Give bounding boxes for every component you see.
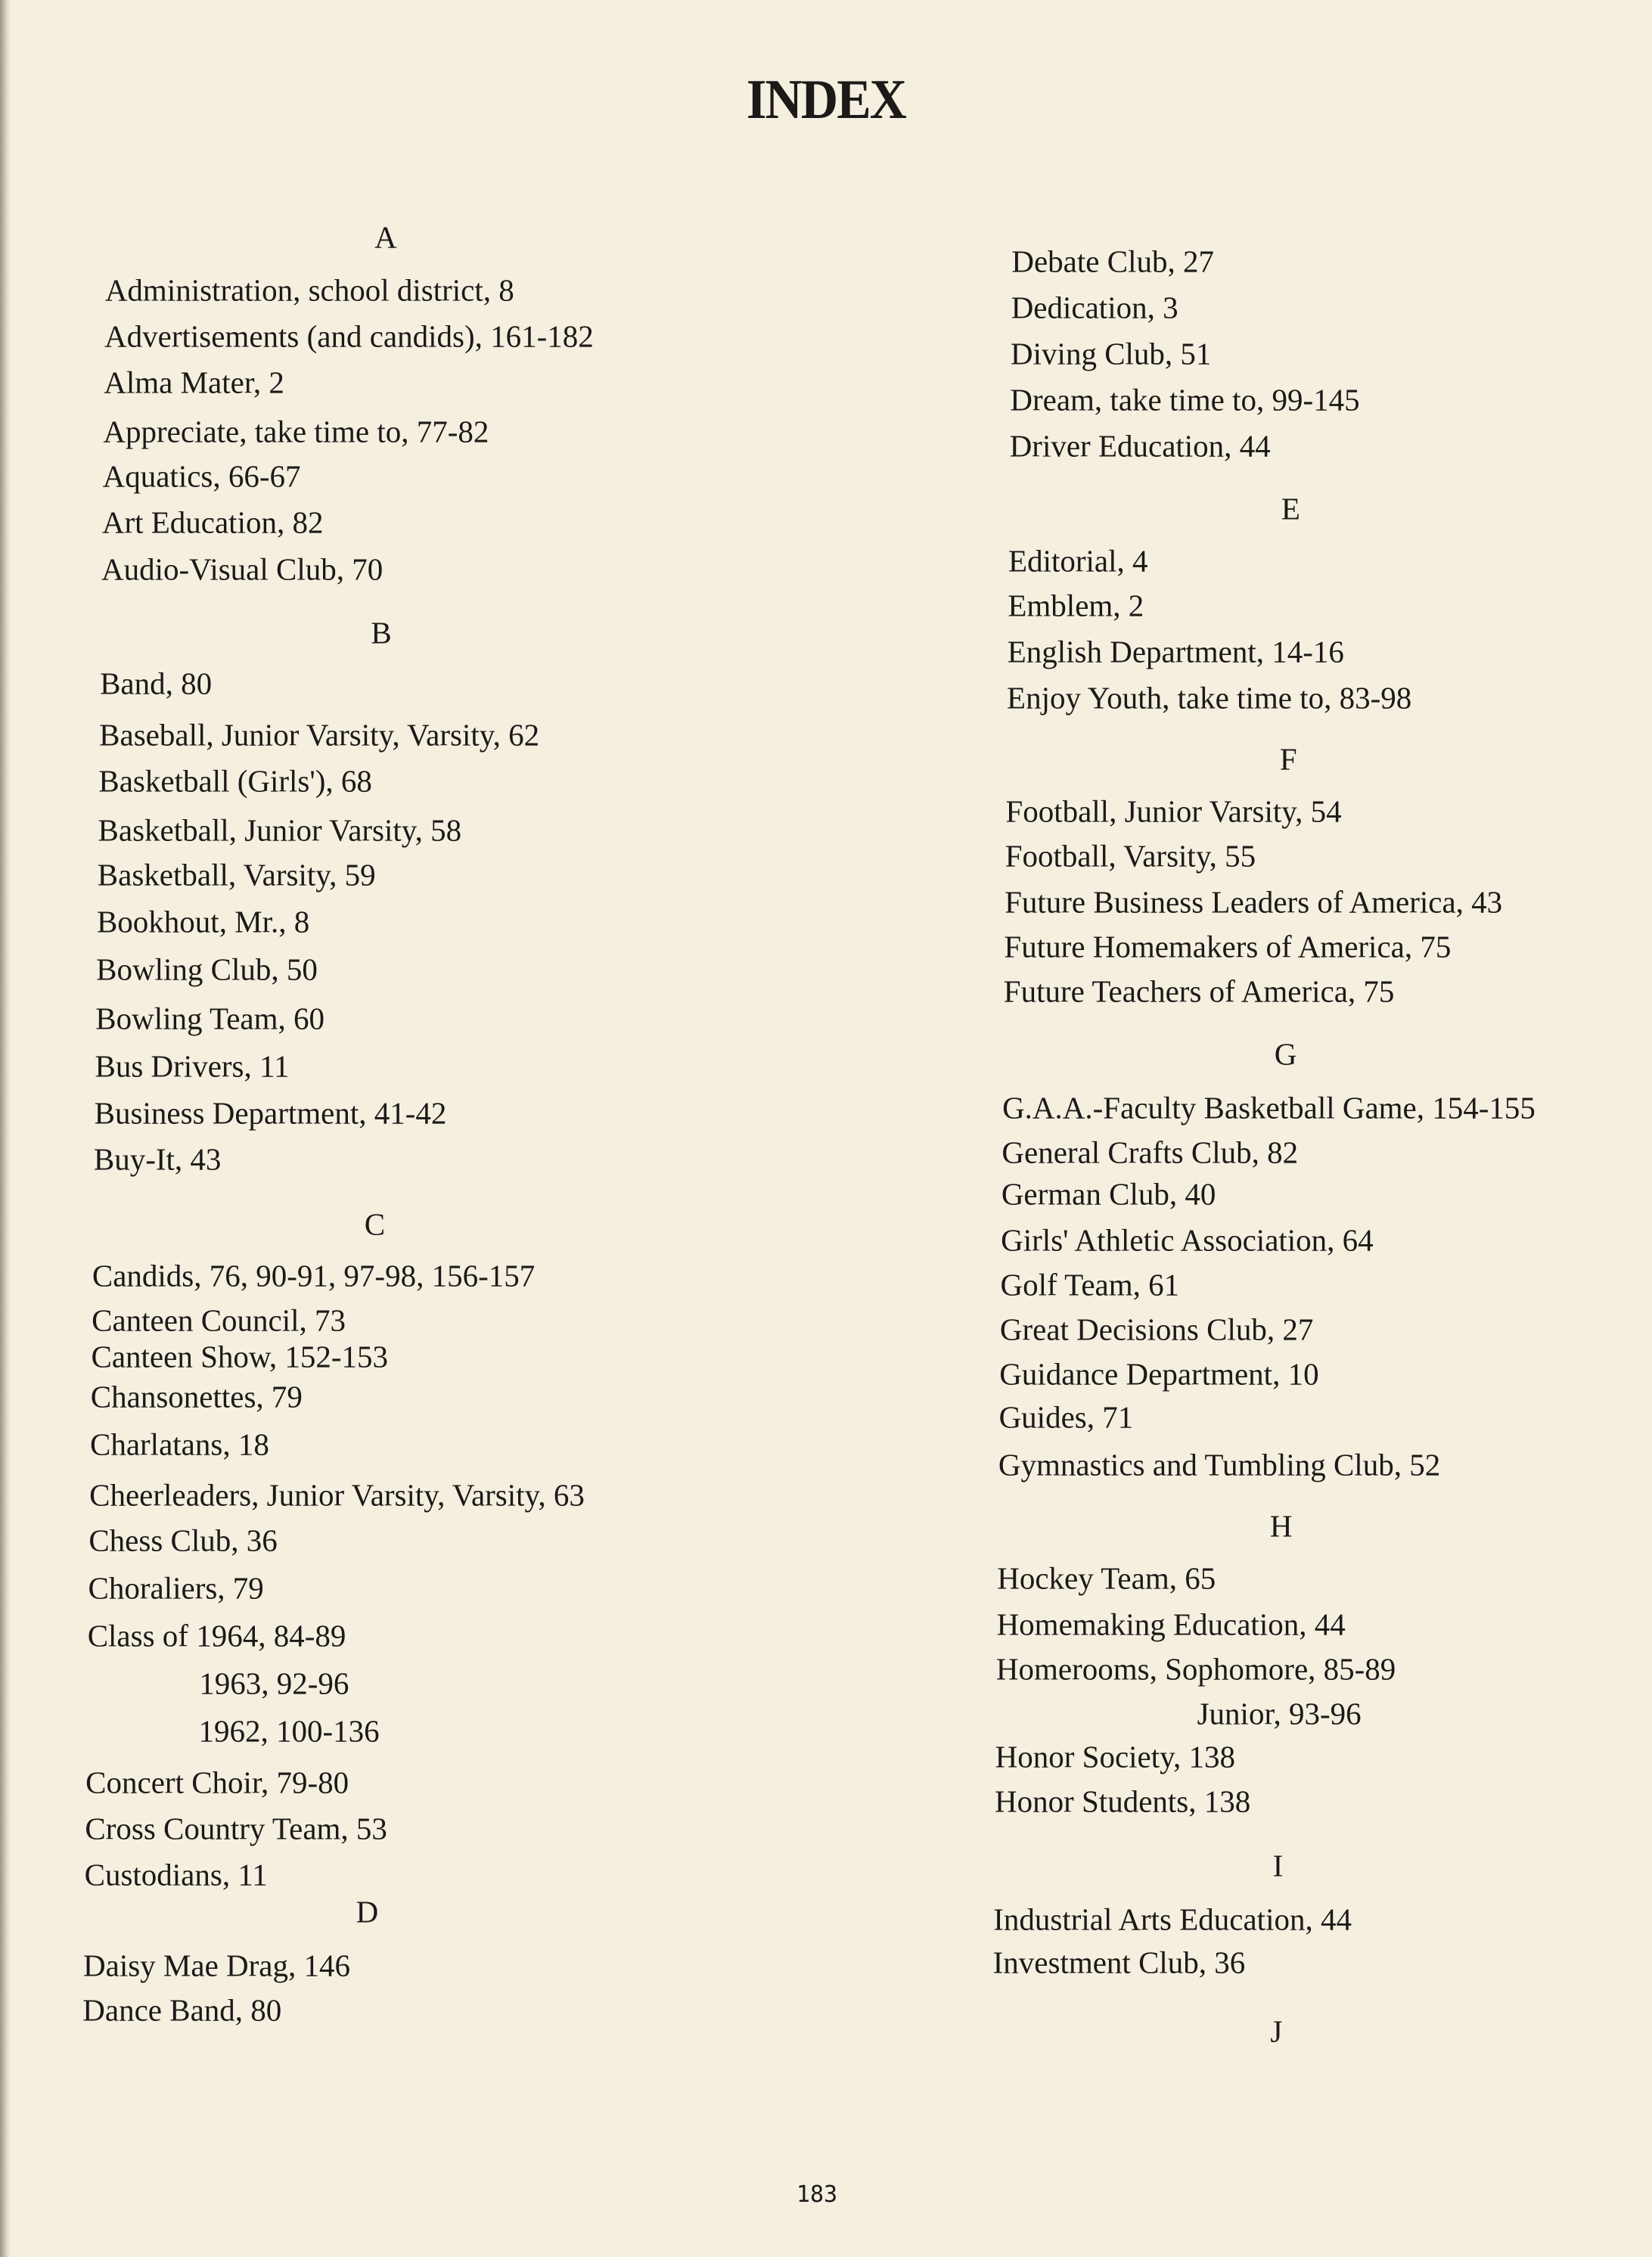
index-entry: Football, Varsity, 55: [1005, 838, 1256, 874]
index-entry: Future Homemakers of America, 75: [1004, 929, 1452, 964]
index-entry: Basketball, Varsity, 59: [97, 857, 376, 893]
index-entry: Future Teachers of America, 75: [1003, 973, 1395, 1009]
section-letter: J: [1270, 2013, 1283, 2049]
index-entry: Dream, take time to, 99-145: [1010, 382, 1360, 418]
page-number: 183: [796, 2181, 838, 2208]
index-entry: Emblem, 2: [1008, 588, 1144, 623]
index-entry: Editorial, 4: [1008, 543, 1148, 579]
index-entry: Dedication, 3: [1011, 290, 1178, 325]
index-entry: Canteen Council, 73: [92, 1302, 346, 1338]
index-entry: Homemaking Education, 44: [996, 1607, 1346, 1642]
index-entry: Guides, 71: [998, 1399, 1134, 1435]
section-letter: D: [356, 1894, 379, 1929]
index-entry: Daisy Mae Drag, 146: [83, 1948, 350, 1983]
section-letter: I: [1272, 1848, 1284, 1883]
index-entry: G.A.A.-Faculty Basketball Game, 154-155: [1002, 1090, 1536, 1125]
index-entry: Debate Club, 27: [1011, 244, 1214, 279]
index-entry: Future Business Leaders of America, 43: [1005, 884, 1503, 920]
index-entry: Homerooms, Sophomore, 85-89: [995, 1651, 1396, 1687]
section-letter: E: [1281, 491, 1300, 526]
index-entry: Business Department, 41-42: [94, 1095, 447, 1131]
index-entry: General Crafts Club, 82: [1001, 1135, 1299, 1170]
index-entry: Concert Choir, 79-80: [85, 1765, 349, 1800]
index-entry: Custodians, 11: [84, 1857, 268, 1892]
index-entry: English Department, 14-16: [1007, 634, 1344, 669]
index-entry: Art Education, 82: [101, 504, 324, 540]
index-entry: Gymnastics and Tumbling Club, 52: [998, 1447, 1441, 1482]
index-entry: Charlatans, 18: [89, 1427, 269, 1462]
index-subentry: Junior, 93-96: [1197, 1696, 1362, 1731]
index-entry: Cross Country Team, 53: [85, 1811, 387, 1846]
page-binding-edge: [0, 0, 11, 2257]
index-entry: Appreciate, take time to, 77-82: [103, 414, 489, 449]
index-entry: Canteen Show, 152-153: [91, 1339, 388, 1374]
index-entry: Hockey Team, 65: [997, 1560, 1216, 1596]
index-entry: Great Decisions Club, 27: [999, 1312, 1314, 1347]
index-entry: Basketball (Girls'), 68: [98, 763, 372, 799]
section-letter: C: [364, 1206, 386, 1242]
index-entry: Cheerleaders, Junior Varsity, Varsity, 63: [89, 1477, 585, 1513]
index-entry: Advertisements (and candids), 161-182: [104, 318, 594, 354]
index-entry: Candids, 76, 90-91, 97-98, 156-157: [92, 1258, 536, 1293]
index-subentry: 1963, 92-96: [199, 1666, 349, 1701]
index-entry: Dance Band, 80: [82, 1992, 282, 2028]
index-entry: German Club, 40: [1001, 1176, 1216, 1212]
index-entry: Golf Team, 61: [1000, 1267, 1180, 1302]
section-letter: A: [374, 219, 397, 255]
index-entry: Bowling Team, 60: [95, 1001, 325, 1036]
index-entry: Honor Society, 138: [995, 1739, 1235, 1774]
section-letter: B: [371, 615, 392, 650]
index-entry: Football, Junior Varsity, 54: [1005, 793, 1342, 829]
index-entry: Bowling Club, 50: [96, 952, 318, 987]
index-entry: Class of 1964, 84-89: [87, 1618, 346, 1653]
index-entry: Honor Students, 138: [994, 1784, 1251, 1819]
index-entry: Alma Mater, 2: [104, 365, 284, 400]
index-entry: Chansonettes, 79: [90, 1379, 303, 1414]
index-entry: Diving Club, 51: [1011, 336, 1212, 371]
index-entry: Guidance Department, 10: [999, 1356, 1319, 1392]
index-entry: Choraliers, 79: [88, 1570, 264, 1606]
index-entry: Chess Club, 36: [88, 1523, 278, 1558]
index-entry: Bookhout, Mr., 8: [96, 904, 310, 939]
index-entry: Band, 80: [100, 666, 213, 701]
index-entry: Administration, school district, 8: [104, 272, 514, 308]
section-letter: G: [1274, 1036, 1297, 1072]
section-letter: F: [1279, 741, 1297, 777]
index-entry: Basketball, Junior Varsity, 58: [98, 812, 462, 848]
index-entry: Aquatics, 66-67: [102, 458, 301, 494]
section-letter: H: [1269, 1508, 1293, 1544]
index-entry: Enjoy Youth, take time to, 83-98: [1007, 680, 1412, 716]
index-entry: Industrial Arts Education, 44: [993, 1902, 1352, 1937]
index-entry: Baseball, Junior Varsity, Varsity, 62: [99, 717, 540, 753]
index-entry: Investment Club, 36: [992, 1945, 1246, 1980]
page-title: INDEX: [746, 69, 906, 131]
index-entry: Audio-Visual Club, 70: [101, 551, 384, 587]
index-entry: Driver Education, 44: [1009, 428, 1271, 464]
index-subentry: 1962, 100-136: [198, 1713, 380, 1749]
index-entry: Girls' Athletic Association, 64: [1001, 1222, 1374, 1258]
index-entry: Bus Drivers, 11: [95, 1048, 290, 1084]
index-entry: Buy-It, 43: [93, 1141, 222, 1177]
